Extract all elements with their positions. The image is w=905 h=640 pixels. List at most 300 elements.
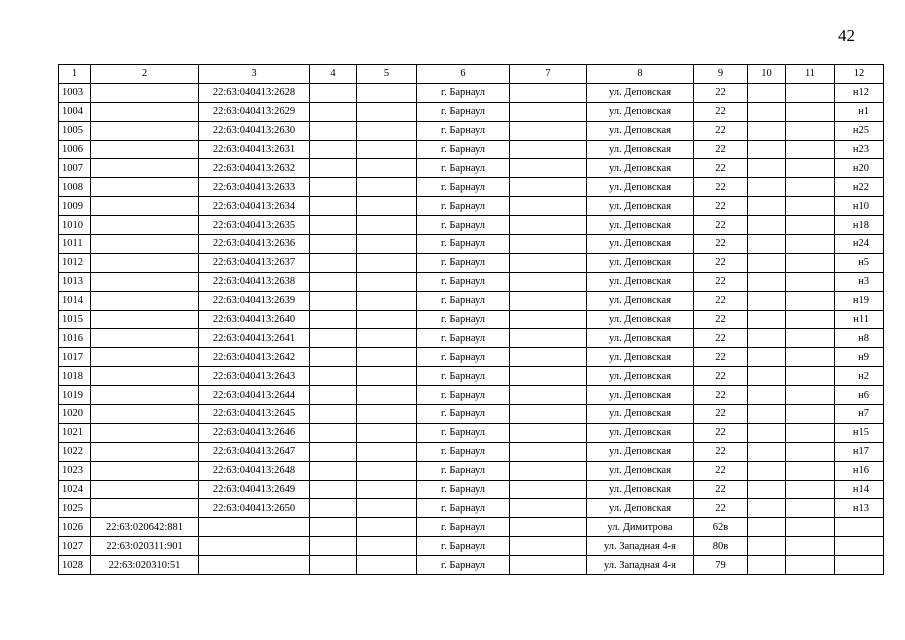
table-cell-col-10 (748, 216, 786, 235)
table-cell-col-11 (786, 102, 835, 121)
table-cell-col-1: 1012 (59, 253, 91, 272)
table-cell-col-1: 1017 (59, 348, 91, 367)
table-cell-col-4 (310, 386, 357, 405)
table-cell-col-6: г. Барнаул (417, 216, 510, 235)
column-header-3: 3 (199, 65, 310, 84)
table-cell-col-4 (310, 367, 357, 386)
table-cell-col-8: ул. Деповская (587, 367, 694, 386)
table-row (59, 83, 884, 102)
table-cell-col-8: ул. Деповская (587, 329, 694, 348)
table-cell-col-7 (510, 556, 587, 575)
table-cell-col-4 (310, 272, 357, 291)
table-cell-col-4 (310, 310, 357, 329)
table-cell-col-1: 1006 (59, 140, 91, 159)
table-cell-col-8: ул. Деповская (587, 121, 694, 140)
table-cell-col-8: ул. Деповская (587, 480, 694, 499)
registry-table (58, 64, 884, 575)
table-cell-col-1: 1016 (59, 329, 91, 348)
table-cell-col-11 (786, 178, 835, 197)
table-cell-col-12: н6 (835, 386, 884, 405)
table-cell-col-1: 1008 (59, 178, 91, 197)
table-row (59, 140, 884, 159)
table-cell-col-10 (748, 480, 786, 499)
table-cell-col-12: н3 (835, 272, 884, 291)
table-cell-col-10 (748, 405, 786, 424)
table-cell-col-12 (835, 537, 884, 556)
table-cell-col-4 (310, 537, 357, 556)
table-body (59, 83, 884, 574)
table-cell-col-1: 1027 (59, 537, 91, 556)
table-row (59, 480, 884, 499)
table-cell-col-7 (510, 216, 587, 235)
table-cell-col-8: ул. Деповская (587, 499, 694, 518)
table-cell-col-5 (357, 348, 417, 367)
table-cell-col-9: 22 (694, 253, 748, 272)
table-cell-col-12: н24 (835, 235, 884, 254)
table-cell-col-11 (786, 329, 835, 348)
table-cell-col-3: 22:63:040413:2638 (199, 272, 310, 291)
table-cell-col-8: ул. Деповская (587, 197, 694, 216)
table-cell-col-9: 22 (694, 310, 748, 329)
table-cell-col-2 (91, 367, 199, 386)
table-cell-col-5 (357, 537, 417, 556)
table-row (59, 461, 884, 480)
table-cell-col-7 (510, 102, 587, 121)
table-cell-col-1: 1028 (59, 556, 91, 575)
table-cell-col-2 (91, 405, 199, 424)
table-cell-col-11 (786, 121, 835, 140)
table-cell-col-2 (91, 461, 199, 480)
table-cell-col-12: н13 (835, 499, 884, 518)
table-cell-col-3: 22:63:040413:2649 (199, 480, 310, 499)
table-cell-col-11 (786, 291, 835, 310)
table-cell-col-12: н9 (835, 348, 884, 367)
table-cell-col-1: 1013 (59, 272, 91, 291)
table-cell-col-4 (310, 235, 357, 254)
table-row (59, 442, 884, 461)
table-cell-col-4 (310, 518, 357, 537)
table-cell-col-11 (786, 480, 835, 499)
table-cell-col-1: 1024 (59, 480, 91, 499)
table-cell-col-12: н25 (835, 121, 884, 140)
table-cell-col-10 (748, 442, 786, 461)
page-number: 42 (838, 26, 855, 45)
table-cell-col-7 (510, 253, 587, 272)
table-cell-col-12: н15 (835, 423, 884, 442)
table-cell-col-2 (91, 386, 199, 405)
table-cell-col-11 (786, 253, 835, 272)
table-cell-col-5 (357, 216, 417, 235)
table-cell-col-3: 22:63:040413:2629 (199, 102, 310, 121)
table-cell-col-10 (748, 197, 786, 216)
table-cell-col-4 (310, 216, 357, 235)
table-cell-col-8: ул. Деповская (587, 235, 694, 254)
table-cell-col-7 (510, 461, 587, 480)
table-cell-col-11 (786, 159, 835, 178)
table-cell-col-8: ул. Деповская (587, 159, 694, 178)
table-row (59, 291, 884, 310)
table-cell-col-12 (835, 518, 884, 537)
table-cell-col-10 (748, 235, 786, 254)
table-cell-col-12: н14 (835, 480, 884, 499)
table-cell-col-10 (748, 140, 786, 159)
column-header-12: 12 (835, 65, 884, 84)
table-cell-col-9: 22 (694, 499, 748, 518)
table-cell-col-3: 22:63:040413:2648 (199, 461, 310, 480)
table-cell-col-5 (357, 556, 417, 575)
table-cell-col-6: г. Барнаул (417, 178, 510, 197)
table-cell-col-12: н16 (835, 461, 884, 480)
table-cell-col-6: г. Барнаул (417, 480, 510, 499)
table-cell-col-9: 22 (694, 102, 748, 121)
table-cell-col-9: 22 (694, 291, 748, 310)
table-cell-col-8: ул. Деповская (587, 178, 694, 197)
table-cell-col-4 (310, 461, 357, 480)
table-cell-col-8: ул. Деповская (587, 140, 694, 159)
table-cell-col-2 (91, 178, 199, 197)
table-row (59, 235, 884, 254)
table-cell-col-9: 22 (694, 121, 748, 140)
table-cell-col-4 (310, 253, 357, 272)
table-row (59, 216, 884, 235)
table-cell-col-5 (357, 386, 417, 405)
table-cell-col-5 (357, 83, 417, 102)
table-cell-col-8: ул. Димитрова (587, 518, 694, 537)
table-cell-col-12: н12 (835, 83, 884, 102)
table-cell-col-11 (786, 348, 835, 367)
table-row (59, 518, 884, 537)
table-cell-col-3 (199, 518, 310, 537)
table-row (59, 405, 884, 424)
table-cell-col-8: ул. Деповская (587, 291, 694, 310)
table-cell-col-7 (510, 348, 587, 367)
table-cell-col-3: 22:63:040413:2636 (199, 235, 310, 254)
table-cell-col-8: ул. Западная 4-я (587, 556, 694, 575)
table-cell-col-1: 1018 (59, 367, 91, 386)
table-cell-col-2 (91, 83, 199, 102)
table-cell-col-3: 22:63:040413:2650 (199, 499, 310, 518)
table-cell-col-9: 80в (694, 537, 748, 556)
table-cell-col-2 (91, 348, 199, 367)
table-row (59, 159, 884, 178)
table-cell-col-4 (310, 83, 357, 102)
table-cell-col-11 (786, 83, 835, 102)
table-cell-col-10 (748, 556, 786, 575)
table-cell-col-9: 22 (694, 461, 748, 480)
table-cell-col-9: 22 (694, 367, 748, 386)
table-cell-col-6: г. Барнаул (417, 499, 510, 518)
table-row (59, 556, 884, 575)
table-cell-col-2 (91, 310, 199, 329)
table-cell-col-5 (357, 178, 417, 197)
table-cell-col-7 (510, 537, 587, 556)
table-cell-col-4 (310, 291, 357, 310)
column-header-8: 8 (587, 65, 694, 84)
table-cell-col-1: 1021 (59, 423, 91, 442)
table-cell-col-8: ул. Деповская (587, 405, 694, 424)
table-cell-col-12 (835, 556, 884, 575)
table-cell-col-8: ул. Деповская (587, 386, 694, 405)
table-cell-col-10 (748, 310, 786, 329)
table-cell-col-8: ул. Западная 4-я (587, 537, 694, 556)
table-cell-col-6: г. Барнаул (417, 518, 510, 537)
table-cell-col-12: н20 (835, 159, 884, 178)
table-cell-col-7 (510, 83, 587, 102)
table-cell-col-9: 22 (694, 197, 748, 216)
table-cell-col-5 (357, 461, 417, 480)
table-cell-col-1: 1011 (59, 235, 91, 254)
table-cell-col-7 (510, 140, 587, 159)
table-cell-col-9: 22 (694, 329, 748, 348)
table-cell-col-11 (786, 140, 835, 159)
table-cell-col-10 (748, 423, 786, 442)
table-cell-col-5 (357, 291, 417, 310)
table-cell-col-7 (510, 386, 587, 405)
table-cell-col-4 (310, 121, 357, 140)
table-cell-col-7 (510, 518, 587, 537)
table-cell-col-5 (357, 499, 417, 518)
table-cell-col-8: ул. Деповская (587, 253, 694, 272)
table-row (59, 367, 884, 386)
table-row (59, 102, 884, 121)
table-row (59, 329, 884, 348)
table-cell-col-12: н8 (835, 329, 884, 348)
table-cell-col-9: 79 (694, 556, 748, 575)
table-cell-col-4 (310, 197, 357, 216)
table-cell-col-3: 22:63:040413:2630 (199, 121, 310, 140)
table-cell-col-3: 22:63:040413:2644 (199, 386, 310, 405)
table-cell-col-11 (786, 405, 835, 424)
table-cell-col-5 (357, 197, 417, 216)
table-cell-col-5 (357, 140, 417, 159)
table-cell-col-7 (510, 367, 587, 386)
table-cell-col-6: г. Барнаул (417, 159, 510, 178)
column-header-4: 4 (310, 65, 357, 84)
table-cell-col-6: г. Барнаул (417, 367, 510, 386)
table-cell-col-3: 22:63:040413:2634 (199, 197, 310, 216)
table-cell-col-11 (786, 499, 835, 518)
table-cell-col-10 (748, 386, 786, 405)
table-cell-col-2 (91, 480, 199, 499)
column-header-11: 11 (786, 65, 835, 84)
table-cell-col-1: 1004 (59, 102, 91, 121)
table-cell-col-9: 22 (694, 423, 748, 442)
table-cell-col-3: 22:63:040413:2633 (199, 178, 310, 197)
table-cell-col-10 (748, 121, 786, 140)
table-cell-col-7 (510, 499, 587, 518)
table-cell-col-1: 1020 (59, 405, 91, 424)
table-cell-col-9: 22 (694, 386, 748, 405)
table-cell-col-11 (786, 423, 835, 442)
table-cell-col-10 (748, 178, 786, 197)
table-cell-col-8: ул. Деповская (587, 348, 694, 367)
table-cell-col-9: 22 (694, 272, 748, 291)
table-cell-col-12: н2 (835, 367, 884, 386)
table-cell-col-5 (357, 423, 417, 442)
table-cell-col-10 (748, 461, 786, 480)
table-cell-col-2 (91, 121, 199, 140)
table-cell-col-11 (786, 235, 835, 254)
table-cell-col-7 (510, 423, 587, 442)
table-cell-col-5 (357, 235, 417, 254)
table-cell-col-7 (510, 329, 587, 348)
table-cell-col-10 (748, 159, 786, 178)
table-cell-col-10 (748, 102, 786, 121)
table-cell-col-1: 1005 (59, 121, 91, 140)
table-cell-col-6: г. Барнаул (417, 348, 510, 367)
table-row (59, 386, 884, 405)
table-cell-col-6: г. Барнаул (417, 386, 510, 405)
table-cell-col-11 (786, 556, 835, 575)
table-cell-col-6: г. Барнаул (417, 442, 510, 461)
table-cell-col-6: г. Барнаул (417, 291, 510, 310)
table-cell-col-7 (510, 480, 587, 499)
table-cell-col-3: 22:63:040413:2642 (199, 348, 310, 367)
table-cell-col-2 (91, 140, 199, 159)
table-cell-col-3: 22:63:040413:2645 (199, 405, 310, 424)
table-cell-col-8: ул. Деповская (587, 442, 694, 461)
table-cell-col-12: н23 (835, 140, 884, 159)
table-cell-col-7 (510, 291, 587, 310)
table-cell-col-2 (91, 442, 199, 461)
table-cell-col-9: 22 (694, 159, 748, 178)
table-cell-col-12: н11 (835, 310, 884, 329)
table-cell-col-6: г. Барнаул (417, 140, 510, 159)
table-cell-col-6: г. Барнаул (417, 423, 510, 442)
table-cell-col-10 (748, 272, 786, 291)
table-cell-col-3: 22:63:040413:2637 (199, 253, 310, 272)
table-cell-col-12: н10 (835, 197, 884, 216)
column-header-2: 2 (91, 65, 199, 84)
table-cell-col-4 (310, 423, 357, 442)
table-row (59, 537, 884, 556)
table-cell-col-7 (510, 178, 587, 197)
table-cell-col-9: 22 (694, 216, 748, 235)
table-cell-col-5 (357, 102, 417, 121)
table-cell-col-7 (510, 310, 587, 329)
table-cell-col-7 (510, 235, 587, 254)
table-cell-col-2 (91, 216, 199, 235)
table-cell-col-6: г. Барнаул (417, 310, 510, 329)
table-cell-col-2 (91, 102, 199, 121)
table-cell-col-10 (748, 537, 786, 556)
table-cell-col-4 (310, 556, 357, 575)
table-cell-col-4 (310, 405, 357, 424)
table-cell-col-9: 22 (694, 405, 748, 424)
table-cell-col-11 (786, 442, 835, 461)
table-cell-col-2 (91, 272, 199, 291)
table-cell-col-6: г. Барнаул (417, 102, 510, 121)
table-cell-col-7 (510, 272, 587, 291)
table-cell-col-9: 22 (694, 348, 748, 367)
table-cell-col-11 (786, 537, 835, 556)
table-cell-col-6: г. Барнаул (417, 83, 510, 102)
table-cell-col-6: г. Барнаул (417, 461, 510, 480)
table-cell-col-11 (786, 310, 835, 329)
table-row (59, 272, 884, 291)
table-cell-col-3: 22:63:040413:2640 (199, 310, 310, 329)
table-row (59, 253, 884, 272)
table-cell-col-2 (91, 291, 199, 310)
table-cell-col-1: 1023 (59, 461, 91, 480)
table-cell-col-6: г. Барнаул (417, 197, 510, 216)
table-cell-col-3: 22:63:040413:2641 (199, 329, 310, 348)
table-cell-col-2 (91, 329, 199, 348)
table-cell-col-7 (510, 159, 587, 178)
table-cell-col-1: 1025 (59, 499, 91, 518)
table-cell-col-4 (310, 348, 357, 367)
table-row (59, 178, 884, 197)
table-cell-col-8: ул. Деповская (587, 310, 694, 329)
table-cell-col-7 (510, 121, 587, 140)
table-cell-col-3: 22:63:040413:2635 (199, 216, 310, 235)
table-cell-col-11 (786, 272, 835, 291)
column-header-10: 10 (748, 65, 786, 84)
table-cell-col-4 (310, 442, 357, 461)
table-cell-col-2: 22:63:020642:881 (91, 518, 199, 537)
table-cell-col-6: г. Барнаул (417, 272, 510, 291)
table-cell-col-9: 22 (694, 140, 748, 159)
table-cell-col-10 (748, 367, 786, 386)
table-cell-col-2 (91, 253, 199, 272)
table-cell-col-5 (357, 442, 417, 461)
table-cell-col-11 (786, 518, 835, 537)
table-cell-col-3: 22:63:040413:2631 (199, 140, 310, 159)
table-cell-col-6: г. Барнаул (417, 253, 510, 272)
table-cell-col-4 (310, 480, 357, 499)
table-cell-col-8: ул. Деповская (587, 83, 694, 102)
table-cell-col-11 (786, 216, 835, 235)
table-cell-col-12: н19 (835, 291, 884, 310)
column-header-7: 7 (510, 65, 587, 84)
table-cell-col-5 (357, 310, 417, 329)
table-cell-col-2 (91, 235, 199, 254)
table-cell-col-1: 1007 (59, 159, 91, 178)
table-cell-col-11 (786, 386, 835, 405)
table-cell-col-4 (310, 178, 357, 197)
column-header-9: 9 (694, 65, 748, 84)
table-cell-col-5 (357, 272, 417, 291)
table-cell-col-9: 22 (694, 178, 748, 197)
table-cell-col-10 (748, 348, 786, 367)
table-cell-col-8: ул. Деповская (587, 102, 694, 121)
table-cell-col-2: 22:63:020310:51 (91, 556, 199, 575)
table-cell-col-2 (91, 423, 199, 442)
column-header-5: 5 (357, 65, 417, 84)
table-cell-col-6: г. Барнаул (417, 329, 510, 348)
table-cell-col-12: н18 (835, 216, 884, 235)
table-cell-col-12: н5 (835, 253, 884, 272)
table-cell-col-9: 22 (694, 235, 748, 254)
table-cell-col-11 (786, 197, 835, 216)
table-row (59, 310, 884, 329)
table-row (59, 197, 884, 216)
table-cell-col-8: ул. Деповская (587, 461, 694, 480)
table-cell-col-11 (786, 461, 835, 480)
table-cell-col-3: 22:63:040413:2632 (199, 159, 310, 178)
table-cell-col-5 (357, 121, 417, 140)
table-cell-col-8: ул. Деповская (587, 216, 694, 235)
table-cell-col-5 (357, 480, 417, 499)
table-cell-col-3 (199, 537, 310, 556)
table-cell-col-5 (357, 367, 417, 386)
table-cell-col-7 (510, 405, 587, 424)
table-cell-col-4 (310, 102, 357, 121)
table-cell-col-12: н22 (835, 178, 884, 197)
column-header-1: 1 (59, 65, 91, 84)
table-cell-col-3: 22:63:040413:2646 (199, 423, 310, 442)
table-cell-col-3: 22:63:040413:2628 (199, 83, 310, 102)
